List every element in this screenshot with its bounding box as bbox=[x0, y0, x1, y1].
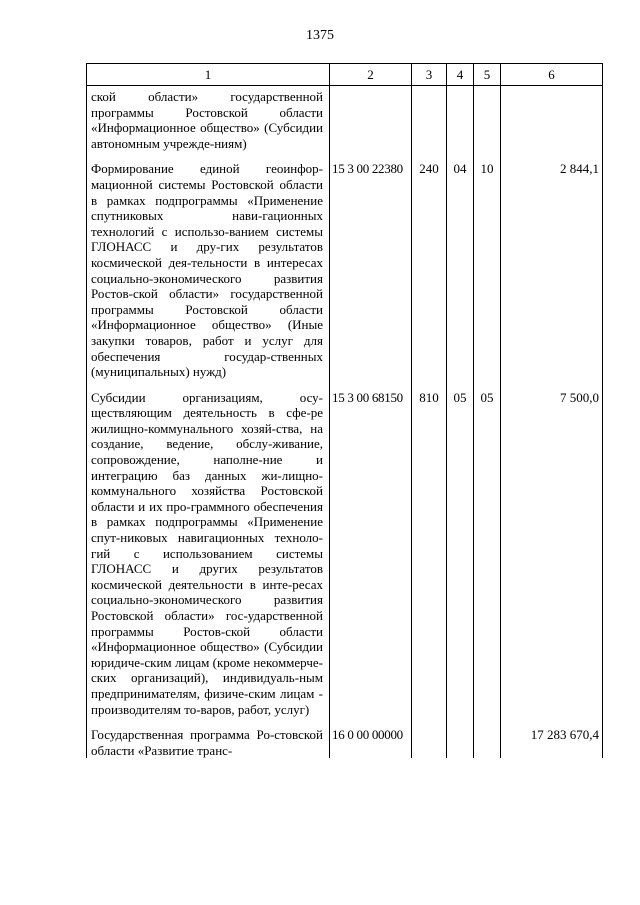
row-amount bbox=[501, 86, 603, 152]
header-col-1: 1 bbox=[87, 64, 330, 86]
table-row bbox=[87, 151, 603, 379]
header-col-6: 6 bbox=[501, 64, 603, 86]
row-pr bbox=[474, 717, 501, 758]
row-pr bbox=[474, 86, 501, 152]
header-col-4: 4 bbox=[447, 64, 474, 86]
row-rz: 05 bbox=[447, 380, 474, 717]
table-row bbox=[87, 380, 603, 717]
row-amount: 17 283 670,4 bbox=[501, 717, 603, 758]
row-code: 15 3 00 22380 bbox=[330, 151, 412, 379]
row-code bbox=[330, 86, 412, 152]
header-col-5: 5 bbox=[474, 64, 501, 86]
row-vr: 240 bbox=[412, 151, 447, 379]
row-pr: 05 bbox=[474, 380, 501, 717]
header-row bbox=[87, 64, 603, 86]
header-col-2: 2 bbox=[330, 64, 412, 86]
row-name: Государственная программа Ро-стовской области «Развитие транс- bbox=[87, 717, 330, 758]
table-body bbox=[87, 86, 603, 759]
row-vr bbox=[412, 86, 447, 152]
budget-table bbox=[86, 63, 603, 758]
page-number: 1375 bbox=[306, 28, 334, 43]
row-vr bbox=[412, 717, 447, 758]
table-header bbox=[87, 64, 603, 86]
row-name: Формирование единой геоинфор-мационной системы Ростовской области в рамках подпрограммы «Применение спутниковых нави-гационных технологий с использо-ванием системы ГЛОНАСС и дру-гих результатов космической дея-тельности в интересах социально-экономического развития Ростов-ской области» государственной программы Ростовской области «Информационное общество» (Иные закупки товаров, работ и услуг для обеспечения государ-ственных (муниципальных) нужд) bbox=[87, 151, 330, 379]
row-name: Субсидии организациям, осу-ществляющим деятельность в сфе-ре жилищно-коммунального хозяй-ства, на создание, ведение, обслу-живание, сопровождение, наполне-ние и интеграцию баз данных жи-лищно-коммунального хозяйства Ростовской области и их про-граммного обеспечения в рамках подпрограммы «Применение спут-никовых навигационных техноло-гий с использованием системы ГЛОНАСС и других результатов космической деятельности в инте-ресах социально-экономического развития Ростовской области» гос-ударственной программы Ростов-ской области «Информационное общество» (Субсидии юридиче-ским лицам (кроме некоммерче-ских организаций), индивидуаль-ным предпринимателям, физиче-ским лицам - производителям то-варов, работ, услуг) bbox=[87, 380, 330, 717]
row-pr: 10 bbox=[474, 151, 501, 379]
row-rz bbox=[447, 717, 474, 758]
row-vr: 810 bbox=[412, 380, 447, 717]
table-row bbox=[87, 717, 603, 758]
table-row bbox=[87, 86, 603, 152]
row-code: 16 0 00 00000 bbox=[330, 717, 412, 758]
row-amount: 7 500,0 bbox=[501, 380, 603, 717]
row-rz: 04 bbox=[447, 151, 474, 379]
header-col-3: 3 bbox=[412, 64, 447, 86]
row-name: ской области» государственной программы Ростовской области «Информационное общество» (Субсидии автономным учрежде-ниям) bbox=[87, 86, 330, 152]
row-amount: 2 844,1 bbox=[501, 151, 603, 379]
row-code: 15 3 00 68150 bbox=[330, 380, 412, 717]
row-rz bbox=[447, 86, 474, 152]
